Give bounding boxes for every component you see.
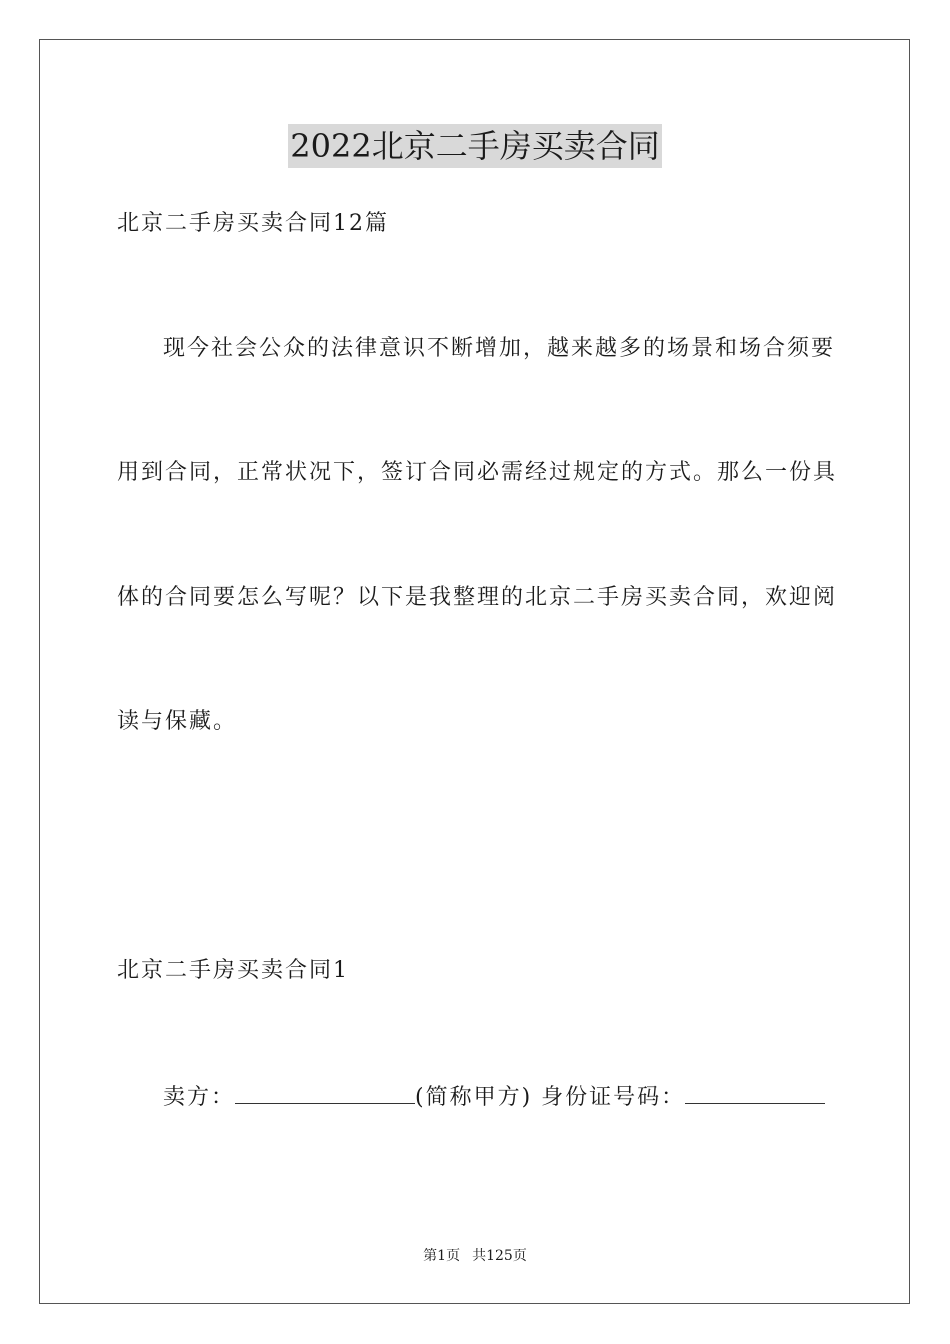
page-footer: [0, 1246, 950, 1266]
section-heading: 北京二手房买卖合同1: [117, 958, 349, 983]
id-number-blank[interactable]: [685, 1081, 825, 1104]
abbrev-label: (简称甲方) 身份证号码：: [415, 1085, 686, 1110]
intro-line-1: 现今社会公众的法律意识不断增加，越来越多的场景和场合须要: [163, 336, 836, 361]
document-title: 2022北京二手房买卖合同: [288, 124, 661, 168]
intro-line-2: 用到合同，正常状况下，签订合同必需经过规定的方式。那么一份具: [117, 460, 838, 485]
seller-line: [163, 1081, 825, 1113]
intro-line-4: 读与保藏。: [117, 709, 238, 734]
document-subtitle: 北京二手房买卖合同12篇: [117, 211, 389, 236]
seller-label: 卖方：: [163, 1085, 236, 1110]
seller-name-blank[interactable]: [235, 1081, 415, 1104]
title-container: [0, 124, 950, 168]
intro-line-3: 体的合同要怎么写呢？以下是我整理的北京二手房买卖合同，欢迎阅: [117, 585, 838, 610]
page-total: 共125页: [472, 1248, 527, 1264]
page-current: 第1页: [423, 1248, 461, 1264]
